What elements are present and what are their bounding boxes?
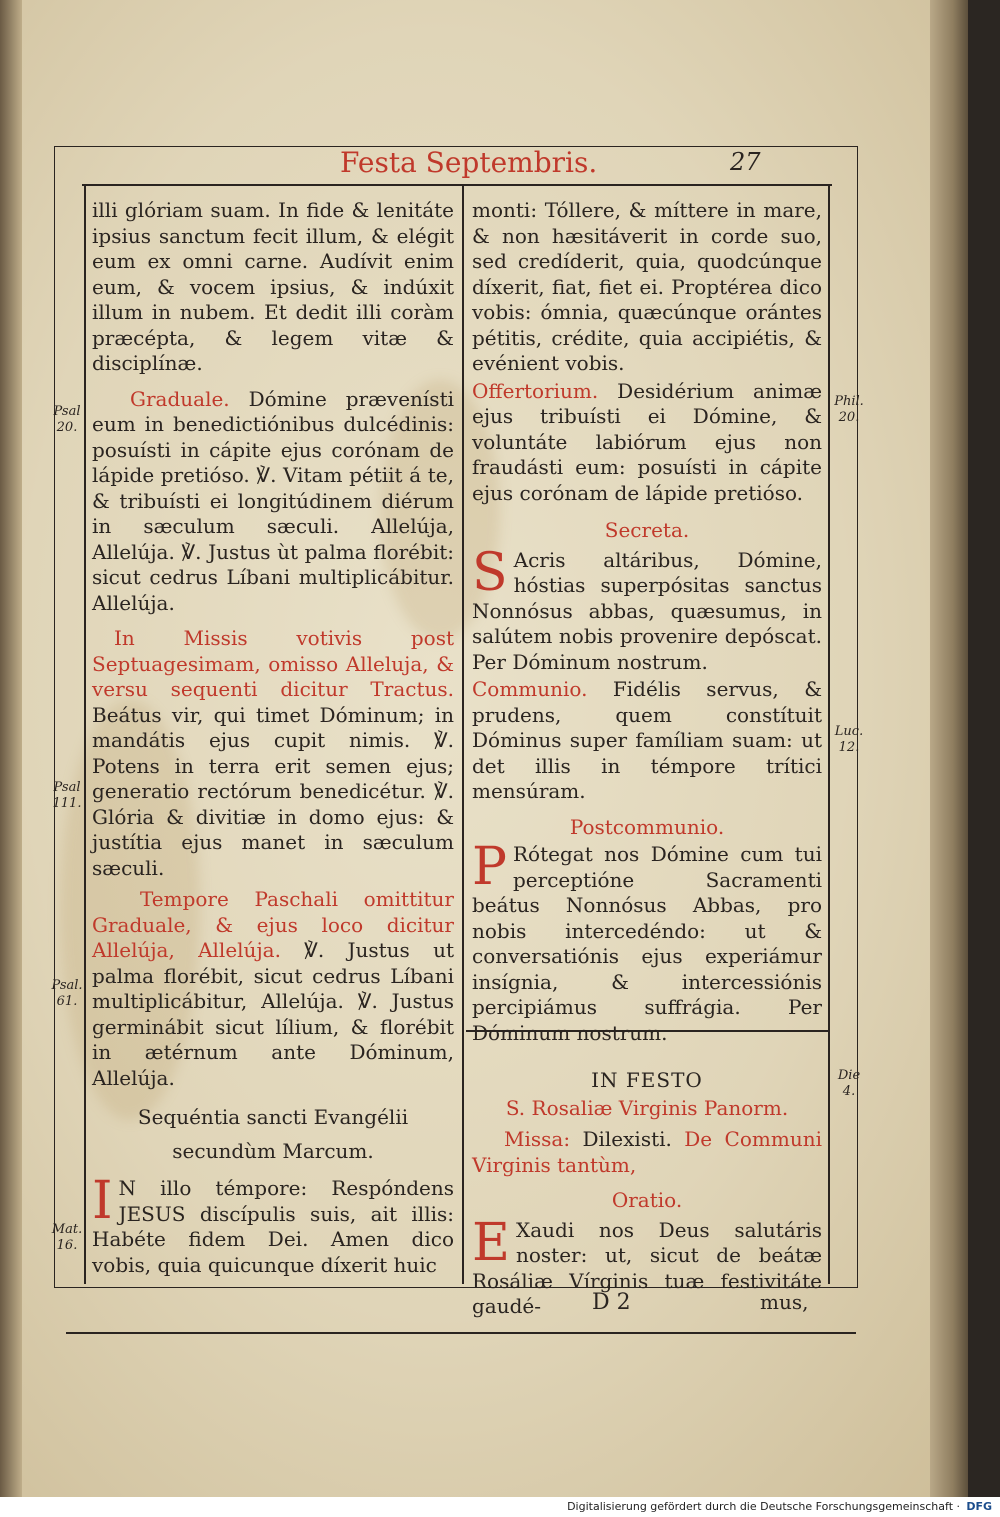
- drop-cap: S: [472, 542, 508, 603]
- paschal-text: ℣. Justus ut palma florébit, sicut cedrus Líbani multiplicábitur, Allelúja. ℣. Justus germinábit sicut lílium, & florébit in ætérnum ante Dóminum, Allelúja.: [92, 938, 454, 1090]
- offertorium-text: Desidérium animæ ejus tribuísti ei Dómine, & voluntáte labiórum ejus non fraudásti eum: posuísti in cápite ejus corónam de lápide pretióso.: [472, 378, 822, 505]
- margin-note: Psal. 61.: [51, 978, 83, 1009]
- margin-note: Psal 20.: [53, 404, 81, 435]
- postcommunio-text: Rótegat nos Dómine cum tui perceptióne Sacramenti beátus Nonnósus Abbas, pro nobis intercedéndo: ut & conversatiónis ejus experiámur insígnia, & intercessiónis percipiámus suffrágia. Per Dóminum nostrum.: [472, 842, 822, 1045]
- paragraph: illi glóriam suam. In fide & lenitáte ipsius sanctum fecit illum, & elégit eum ex omni carne. Audívit enim eum, & vocem ipsius, & indúxit illum in nubem. Et dedit illi coràm præcépta, & legem vitæ & disciplínæ.: [92, 198, 454, 375]
- page-number: 27: [730, 148, 761, 176]
- left-column-rule: [84, 184, 86, 1284]
- margin-note: Luc. 12.: [834, 724, 864, 755]
- secreta-heading: Secreta.: [604, 518, 690, 542]
- gospel-text: N illo témpore: Respóndens JESUS discípulis suis, ait illis: Habéte fidem Dei. Amen dico vobis, quia quicunque díxerit huic: [92, 1176, 454, 1277]
- margin-note: Mat. 16.: [51, 1222, 83, 1253]
- credit-text: Digitalisierung gefördert durch die Deutsche Forschungsgemeinschaft ·: [567, 1500, 960, 1513]
- catchword: mus,: [760, 1290, 809, 1314]
- oratio-heading: Oratio.: [611, 1188, 683, 1212]
- paschal-paragraph: [92, 887, 454, 1091]
- drop-cap: P: [472, 837, 507, 897]
- offertorium-label: Offertorium.: [472, 378, 599, 403]
- digitization-credit-bar: [0, 1497, 1000, 1517]
- right-column-rule: [828, 184, 830, 1284]
- graduale-paragraph: [92, 387, 454, 617]
- margin-note: Psal 111.: [52, 780, 82, 811]
- right-column: [472, 198, 822, 1320]
- postcommunio-paragraph: [472, 837, 822, 1046]
- oratio-text: Xaudi nos Deus salutáris noster: ut, sicut de beátæ Rosáliæ Vírginis tuæ festivitáte gaudé-: [472, 1217, 822, 1318]
- column-divider: [462, 184, 464, 1284]
- communio-paragraph: [472, 677, 822, 805]
- festo-subheading: S. Rosaliæ Virginis Panorm.: [505, 1095, 789, 1120]
- running-title: Festa Septembris.: [340, 146, 598, 179]
- missa-rubric: De Communi Virginis tantùm,: [472, 1127, 822, 1177]
- paragraph: monti: Tóllere, & míttere in mare, & non hæsitáverit in corde suo, sed credíderit, quia, quodcúnque díxerit, fiat, fiet ei. Proptérea dico vobis: ómnia, quæcúnque orántes pétitis, crédite, quia accipiétis, & evénient vobis.: [472, 198, 822, 375]
- missa-text: Dilexisti.: [570, 1127, 672, 1151]
- tractus-text: Beátus vir, qui timet Dóminum; in mandátis ejus cupit nimis. ℣. Potens in terra erit semen ejus; generatio rectórum benedicétur. ℣. Glória & divitiæ in domo ejus: & justítia ejus manet in sæculum sæculi.: [92, 702, 454, 880]
- secreta-text: Acris altáribus, Dómine, hóstias superpósitas sanctus Nonnósus abbas, quæsumus, in salútem nobis provenire depóscat. Per Dóminum nostrum.: [472, 547, 822, 674]
- sequentia-subheading: secundùm Marcum.: [172, 1138, 374, 1163]
- communio-text: Fidélis servus, & prudens, quem constítuit Dóminus super famíliam suam: ut det illis in témpore trítici mensúram.: [472, 677, 822, 803]
- book-spine-shadow: [0, 0, 22, 1497]
- dfg-logo: DFG: [966, 1500, 992, 1513]
- tractus-paragraph: [92, 626, 454, 881]
- gospel-paragraph: [92, 1171, 454, 1278]
- graduale-text: Dómine prævenísti eum in benedictiónibus dulcédinis: posuísti in cápite ejus corónam de lápide pretióso. ℣. Vitam pétiit á te, & tribuísti ei longitúdinem diérum in sæculum sæculi. Allelúja, Allelúja. ℣. Justus ùt palma florébit: sicut cedrus Líbani multiplicábitur. Allelúja.: [92, 386, 454, 615]
- margin-note: Die 4.: [837, 1068, 861, 1099]
- postcommunio-heading: Postcommunio.: [569, 814, 725, 839]
- drop-cap: I: [92, 1171, 113, 1231]
- communio-label: Communio.: [472, 677, 588, 701]
- header-rule: [82, 184, 832, 186]
- page-edge: [930, 0, 968, 1497]
- margin-note: Phil. 20.: [834, 394, 864, 425]
- signature-mark: D 2: [592, 1290, 631, 1315]
- sequentia-heading: Sequéntia sancti Evangélii: [137, 1105, 409, 1129]
- graduale-label: Graduale.: [130, 386, 230, 411]
- missa-label: Missa:: [504, 1127, 571, 1151]
- bottom-rule: [66, 1332, 856, 1334]
- secreta-paragraph: [472, 542, 822, 676]
- drop-cap: E: [472, 1212, 510, 1273]
- missa-paragraph: [472, 1127, 822, 1178]
- paschal-rubric: Tempore Paschali omittitur Graduale, & ejus loco dicitur Allelúja, Allelúja.: [92, 887, 454, 962]
- left-column: [92, 198, 454, 1278]
- festo-heading: IN FESTO: [591, 1068, 703, 1092]
- offertorium-paragraph: [472, 379, 822, 507]
- missis-rubric: In Missis votivis post Septuagesimam, omisso Alleluja, & versu sequenti dicitur Tractus.: [92, 626, 454, 701]
